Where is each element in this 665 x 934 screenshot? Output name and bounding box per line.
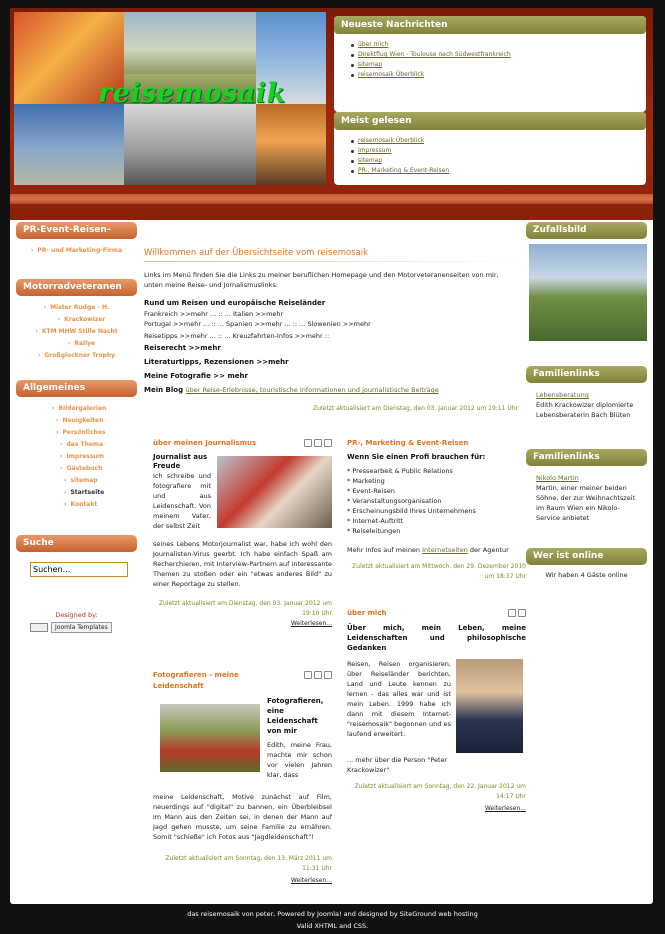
article-journalism [153, 438, 332, 629]
article-pr [347, 438, 526, 582]
most-read-title: Meist gelesen [334, 112, 646, 130]
random-image-title: Zufallsbild [526, 222, 647, 239]
menu-item[interactable]: › sitemap [52, 475, 137, 487]
travel-row[interactable]: Portugal >>mehr ... :: ... Spanien >>mehr ... :: ... Slowenien >>mehr [144, 320, 371, 328]
article-title[interactable]: über mich [347, 609, 387, 617]
search-input[interactable] [30, 562, 128, 577]
menu-item[interactable]: › Großglockner Trophy [16, 350, 137, 362]
moto-module-title: Motorradveteranen [16, 279, 137, 296]
news-link[interactable]: über mich [358, 41, 389, 48]
service-item: * Erscheinungsbild Ihres Unternehmens [347, 507, 476, 515]
header [10, 8, 653, 220]
latest-news-box [334, 16, 646, 112]
more-info-text: Mehr Infos auf meinen Internetseiten der Agentur [347, 546, 509, 554]
news-link[interactable]: Direktflug Wien - Toulouse nach Südwestfrankreich [358, 51, 511, 58]
latest-news-list [334, 34, 646, 84]
random-photo[interactable] [529, 244, 647, 341]
article-icons [302, 439, 332, 449]
menu-item[interactable]: › Mister Rudge - H. [16, 302, 137, 314]
menu-item[interactable]: › Bildergalerien [52, 403, 137, 415]
popular-link[interactable]: reisemosaik Überblick [358, 137, 425, 144]
article-subtitle: Journalist aus Freude [153, 453, 208, 470]
header-collage [14, 12, 326, 185]
article-title[interactable]: über meinen Journalismus [153, 439, 257, 447]
section-travel-title: Rund um Reisen und europäische Reiseländer [144, 299, 326, 307]
popular-link[interactable]: sitemap [358, 157, 383, 164]
article-text: seines Lebens Motorjournalist war, habe ich wohl den Journalisten-Virus geerbt. Ich habe einfach Spaß am Recherchieren, mit Interview-Partnern auf interessante Themen zu stoßen oder ein "etwas anderes Bild" zu einer Reportage zu stellen. [153, 540, 332, 588]
article-title[interactable]: Fotografieren - meine Leidenschaft [153, 671, 239, 690]
menu-item[interactable]: › Kontakt [52, 499, 137, 511]
service-item: * Pressearbeit & Public Relations [347, 467, 453, 475]
article-text: Reisen, Reisen organisieren, über Reiseländer berichten, Land und Leute kennen zu lernen - das alles war und ist mein Leben. 1999 habe ich dann mit diesem Internet-"reisemosaik" begonnen und es laufend erweitert. [347, 660, 451, 738]
pdf-icon[interactable] [304, 439, 312, 447]
siteground-logo-icon [30, 623, 48, 632]
literatur-link[interactable]: Literaturtipps, Rezensionen >>mehr [144, 358, 289, 366]
footer [0, 908, 665, 932]
email-icon[interactable] [324, 671, 332, 679]
service-item: * Marketing [347, 477, 385, 485]
latest-news-title: Neueste Nachrichten [334, 16, 646, 34]
general-module-title: Allgemeines [16, 380, 137, 397]
most-read-box [334, 112, 646, 185]
menu-item[interactable]: › Persönliches [52, 427, 137, 439]
article-icons [302, 671, 332, 681]
nikolo-link[interactable]: Nikolo Martin [536, 474, 579, 482]
internet-link[interactable]: Internetseiten [422, 546, 468, 554]
left-column [16, 222, 137, 633]
popular-link[interactable]: PR-, Marketing & Event-Reisen [358, 167, 450, 174]
search-module-title: Suche [16, 535, 137, 552]
article-head: Über mich, mein Leben, meine Leidenschaften und philosophische Gedanken [347, 624, 526, 652]
read-more-link[interactable]: Weiterlesen... [290, 877, 332, 884]
article-about-me [347, 608, 526, 814]
popular-link[interactable]: Impressum [358, 147, 392, 154]
family-text: Edith Krackowizer diplomierte Lebensberaterin Bach Blüten [536, 401, 634, 419]
article-meta: Zuletzt aktualisiert am Sonntag, den 22. Januar 2012 um 14:17 Uhr [354, 783, 526, 800]
article-head: Wenn Sie einen Profi brauchen für: [347, 453, 486, 461]
article-text: Edith, meine Frau, machte mir schon vor vielen Jahren klar, dass [267, 741, 332, 779]
lebensberatung-link[interactable]: Lebensberatung [536, 391, 589, 399]
mont-saint-michel-photo [124, 12, 256, 74]
header-stripe [10, 194, 653, 204]
service-item: * Veranstaltungsorganisation [347, 497, 442, 505]
menu-item[interactable]: › PR- und Marketing-Firma [16, 245, 137, 257]
portrait-photo [456, 659, 523, 753]
print-icon[interactable] [314, 671, 322, 679]
menu-item[interactable]: › Impressum [52, 451, 137, 463]
fotografie-link[interactable]: Meine Fotografie >> mehr [144, 372, 248, 380]
article-text: meine Leidenschaft, Motive zunächst auf Film, neuerdings auf "digital" zu bannen, ein Überbleibsel im Mann aus den Zeiten sei, in denen der Mann auf Jagd gehen musste, um seine Familie zu ernähren. Somit "schieße" ich Fotos aus "Jagdleidenschaft"! [153, 793, 332, 841]
sunset-photo [256, 104, 326, 185]
article-meta: Zuletzt aktualisiert am Sonntag, den 13. März 2011 um 11:31 Uhr [165, 855, 332, 872]
online-text: Wir haben 4 Gäste online [545, 571, 628, 579]
article-photography [153, 670, 332, 886]
news-link[interactable]: sitemap [358, 61, 383, 68]
article-icons [506, 609, 526, 619]
menu-item-cont[interactable]: › Rallye [16, 338, 137, 350]
article-subtitle: Fotografieren, eine Leidenschaft von mir [267, 697, 324, 735]
service-item: * Internet-Auftritt [347, 517, 404, 525]
general-menu [16, 397, 137, 515]
print-icon[interactable] [518, 609, 526, 617]
blog-label: Mein Blog [144, 386, 184, 394]
family-links-title: Familienlinks [526, 449, 647, 466]
menu-item[interactable]: › das Thema [52, 439, 137, 451]
pdf-icon[interactable] [304, 671, 312, 679]
right-column [526, 222, 647, 580]
article-meta: Zuletzt aktualisiert am Dienstag, den 03. Januar 2012 um 19:10 Uhr [158, 600, 332, 617]
journalism-photo [217, 456, 332, 528]
designed-by-label: Designed by: [55, 611, 98, 619]
pdf-icon[interactable] [508, 609, 516, 617]
article-meta: Zuletzt aktualisiert am Mittwoch, den 29. Dezember 2010 um 18:37 Uhr [352, 563, 526, 580]
welcome-title: Willkommen auf der Übersichtseite vom reisemosaik [144, 248, 369, 258]
motorcycle-photo [124, 104, 256, 185]
family-text: Martin, einer meiner beiden Söhne, der zur Weihnachtszeit im Raum Wien ein Nikolo-Service anbietet [536, 484, 636, 522]
email-icon[interactable] [324, 439, 332, 447]
print-icon[interactable] [314, 439, 322, 447]
blog-link[interactable]: über Reise-Erlebnisse, touristische Informationen und journalistische Beiträge [185, 386, 439, 394]
reiserecht-link[interactable]: Reiserecht >>mehr [144, 344, 221, 352]
service-item: * Event-Reisen [347, 487, 395, 495]
site-logo[interactable]: reisemosaik [98, 78, 286, 109]
article-text: ... mehr über die Person "Peter Krackowizer" [347, 756, 448, 774]
joomla-templates-badge[interactable]: Joomla Templates [51, 622, 112, 633]
read-more-link[interactable]: Weiterlesen... [484, 805, 526, 812]
online-title: Wer ist online [526, 548, 647, 565]
travel-row[interactable]: Reisetipps >>mehr ... :: ... Kreuzfahrten-Infos >>mehr :: [144, 332, 330, 340]
menu-item-cont[interactable]: › Krackowizer [16, 314, 137, 326]
moto-menu [16, 296, 137, 366]
most-read-list [334, 130, 646, 180]
pr-menu [16, 239, 137, 261]
article-text: Ich schreibe und fotografiere mit und aus Leidenschaft. Von meinem Vater, der selbst Zeit [153, 472, 211, 530]
article-title[interactable]: PR-, Marketing & Event-Reisen [347, 439, 469, 447]
travel-row[interactable]: Frankreich >>mehr ... :: ... Italien >>mehr [144, 310, 284, 318]
menu-item-active[interactable]: › Startseite [52, 487, 137, 499]
menu-item[interactable]: › Gästebuch [52, 463, 137, 475]
welcome-divider [144, 261, 518, 262]
pr-module-title: PR-Event-Reisen- [16, 222, 137, 239]
news-link[interactable]: reisemosaik Überblick [358, 71, 425, 78]
family-links-title: Familienlinks [526, 366, 647, 383]
intro-text: Links im Menü finden Sie die Links zu meiner beruflichen Homepage und den Motorveteranenseiten von mir, unten meine Reise- und Jornalismuslinks: [144, 271, 499, 289]
poppy-field-photo [160, 704, 260, 772]
main-content [144, 222, 526, 884]
page [10, 8, 653, 904]
welcome-meta: Zuletzt aktualisiert am Dienstag, den 03. Januar 2012 um 19:11 Uhr [313, 405, 518, 412]
chapel-photo [14, 104, 124, 185]
read-more-link[interactable]: Weiterlesen... [290, 620, 332, 627]
footer-credits: das reisemosaik von peter, Powered by Joomla! and designed by SiteGround web hosting [187, 910, 478, 918]
menu-item[interactable]: › Neuigkeiten [52, 415, 137, 427]
menu-item[interactable]: › KTM MHW Stille Nacht [16, 326, 137, 338]
footer-valid[interactable]: Valid XHTML and CSS. [296, 922, 369, 930]
service-item: * Reiseleitungen [347, 527, 401, 535]
